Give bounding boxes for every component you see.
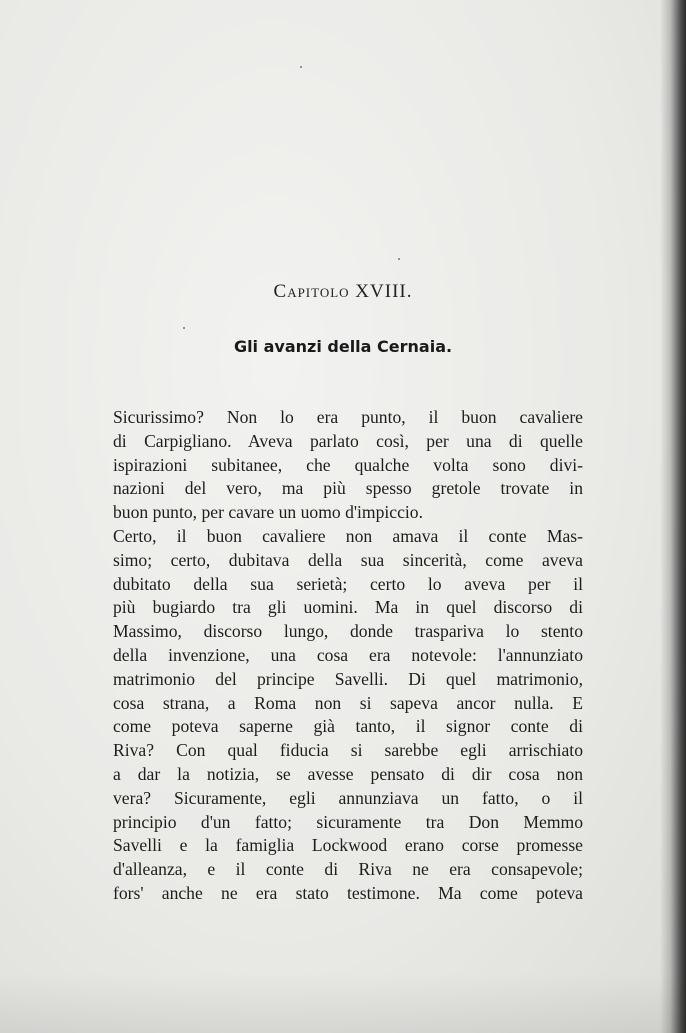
text-line: come poteva saperne già tanto, il signor conte di	[113, 716, 583, 737]
binding-gutter-shadow	[660, 0, 686, 1033]
text-line: della invenzione, una cosa era notevole: l'annunziato	[113, 644, 583, 665]
text-line: vera? Sicuramente, egli annunziava un fatto, o il	[113, 787, 583, 808]
text-line: più bugiardo tra gli uomini. Ma in quel discorso di	[113, 597, 583, 618]
text-line: Certo, il buon cavaliere non amava il conte Mas-	[113, 525, 583, 546]
text-line: matrimonio del principe Savelli. Di quel matrimonio,	[113, 668, 583, 689]
text-line: Sicurissimo? Non lo era punto, il buon cavaliere	[113, 407, 583, 427]
text-line: principio d'un fatto; sicuramente tra Don Memmo	[113, 811, 583, 832]
text-line: Savelli e la famiglia Lockwood erano corse promesse	[113, 835, 583, 856]
text-line: Riva? Con qual fiducia si sarebbe egli arrischiato	[113, 740, 583, 761]
print-speck	[183, 327, 185, 329]
text-line: Massimo, discorso lungo, donde traspariva lo stento	[113, 621, 583, 642]
text-line: ispirazioni subitanee, che qualche volta sono divi-	[113, 454, 583, 475]
chapter-title: Gli avanzi della Cernaia.	[233, 337, 453, 356]
text-line: nazioni del vero, ma più spesso gretole trovate in	[113, 478, 583, 499]
text-line: d'alleanza, e il conte di Riva ne era consapevole;	[113, 859, 583, 880]
text-line: cosa strana, a Roma non si sapeva ancor nulla. E	[113, 692, 583, 713]
print-speck	[300, 66, 302, 68]
text-line: simo; certo, dubitava della sua sincerità, come aveva	[113, 549, 583, 570]
page-bottom-shade	[0, 973, 686, 1033]
text-line: dubitato della sua serietà; certo lo aveva per il	[113, 573, 583, 594]
text-line: a dar la notizia, se avesse pensato di dir cosa non	[113, 763, 583, 784]
text-line: buon punto, per cavare un uomo d'impiccio.	[113, 502, 424, 523]
text-line: fors' anche ne era stato testimone. Ma come poteva	[113, 882, 583, 903]
chapter-heading: Capitolo XVIII.	[273, 281, 413, 302]
body-text	[113, 406, 583, 906]
text-line: di Carpigliano. Aveva parlato così, per una di quelle	[113, 430, 583, 451]
print-speck	[398, 258, 400, 260]
